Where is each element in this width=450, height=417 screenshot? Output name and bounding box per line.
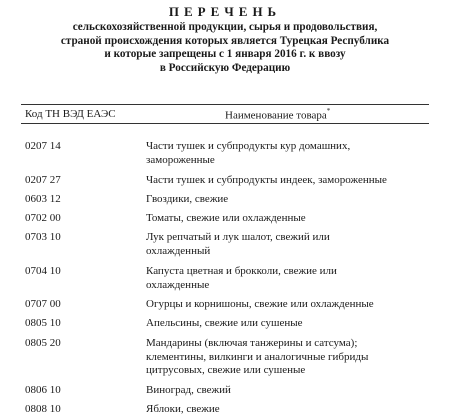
row-name (146, 193, 228, 207)
column-header-code: Код ТН ВЭД ЕАЭС (25, 108, 116, 120)
row-name-line: охлажденный (146, 244, 211, 257)
row-code: 0805 10 (25, 317, 61, 329)
document-title: ПЕРЕЧЕНЬ (168, 4, 282, 19)
subtitle-line: и которые запрещены с 1 января 2016 г. к ввозу (104, 48, 346, 60)
row-name-line: Части тушек и субпродукты индеек, замороженные (146, 174, 387, 186)
row-name-line: Виноград, свежий (146, 384, 231, 396)
row-name-line: охлажденные (146, 278, 210, 291)
row-name-line: цитрусовых, свежие или сушеные (146, 364, 306, 376)
row-name-line: клементины, вилкинги и аналогичные гибриды (146, 350, 369, 363)
row-name-line: Яблоки, свежие (146, 403, 220, 415)
row-code: 0703 10 (25, 231, 61, 243)
row-code: 0805 20 (25, 337, 61, 349)
row-name (146, 298, 374, 312)
row-name-line: замороженные (146, 153, 215, 166)
row-name (146, 212, 306, 226)
table-top-rule (21, 104, 429, 105)
row-name-line: Капуста цветная и брокколи, свежие или (146, 265, 337, 277)
row-code: 0806 10 (25, 384, 61, 396)
row-code: 0702 00 (25, 212, 61, 224)
document-subtitle (0, 21, 450, 75)
subtitle-line: в Российскую Федерацию (159, 61, 291, 74)
row-code: 0704 10 (25, 265, 61, 277)
column-header-name-text: Наименование товара (225, 109, 327, 122)
row-name (146, 265, 337, 292)
row-name-line: Лук репчатый и лук шалот, свежий или (146, 231, 330, 243)
row-name-line: Томаты, свежие или охлажденные (146, 212, 306, 224)
row-code: 0707 00 (25, 298, 61, 310)
footnote-mark: * (326, 107, 331, 115)
row-code: 0808 10 (25, 403, 61, 415)
row-name (146, 140, 350, 167)
subtitle-line: страной происхождения которых является Турецкая Республика (60, 34, 390, 47)
row-name (146, 337, 368, 378)
row-name-line: Гвоздики, свежие (146, 193, 229, 205)
row-name (146, 231, 330, 258)
row-name (146, 403, 220, 417)
row-name-line: Апельсины, свежие или сушеные (146, 317, 303, 329)
column-header-name (225, 108, 330, 122)
row-name-line: Части тушек и субпродукты кур домашних, (146, 140, 351, 152)
table-header-rule (21, 123, 429, 124)
row-name (146, 174, 387, 188)
subtitle-line: сельскохозяйственной продукции, сырья и продовольствия, (72, 21, 378, 33)
row-code: 0603 12 (25, 193, 61, 205)
row-name-line: Мандарины (включая танжерины и сатсума); (146, 337, 358, 349)
row-name (146, 384, 231, 398)
row-name (146, 317, 303, 331)
row-code: 0207 27 (25, 174, 61, 186)
row-name-line: Огурцы и корнишоны, свежие или охлажденные (146, 298, 374, 310)
row-code: 0207 14 (25, 140, 61, 152)
